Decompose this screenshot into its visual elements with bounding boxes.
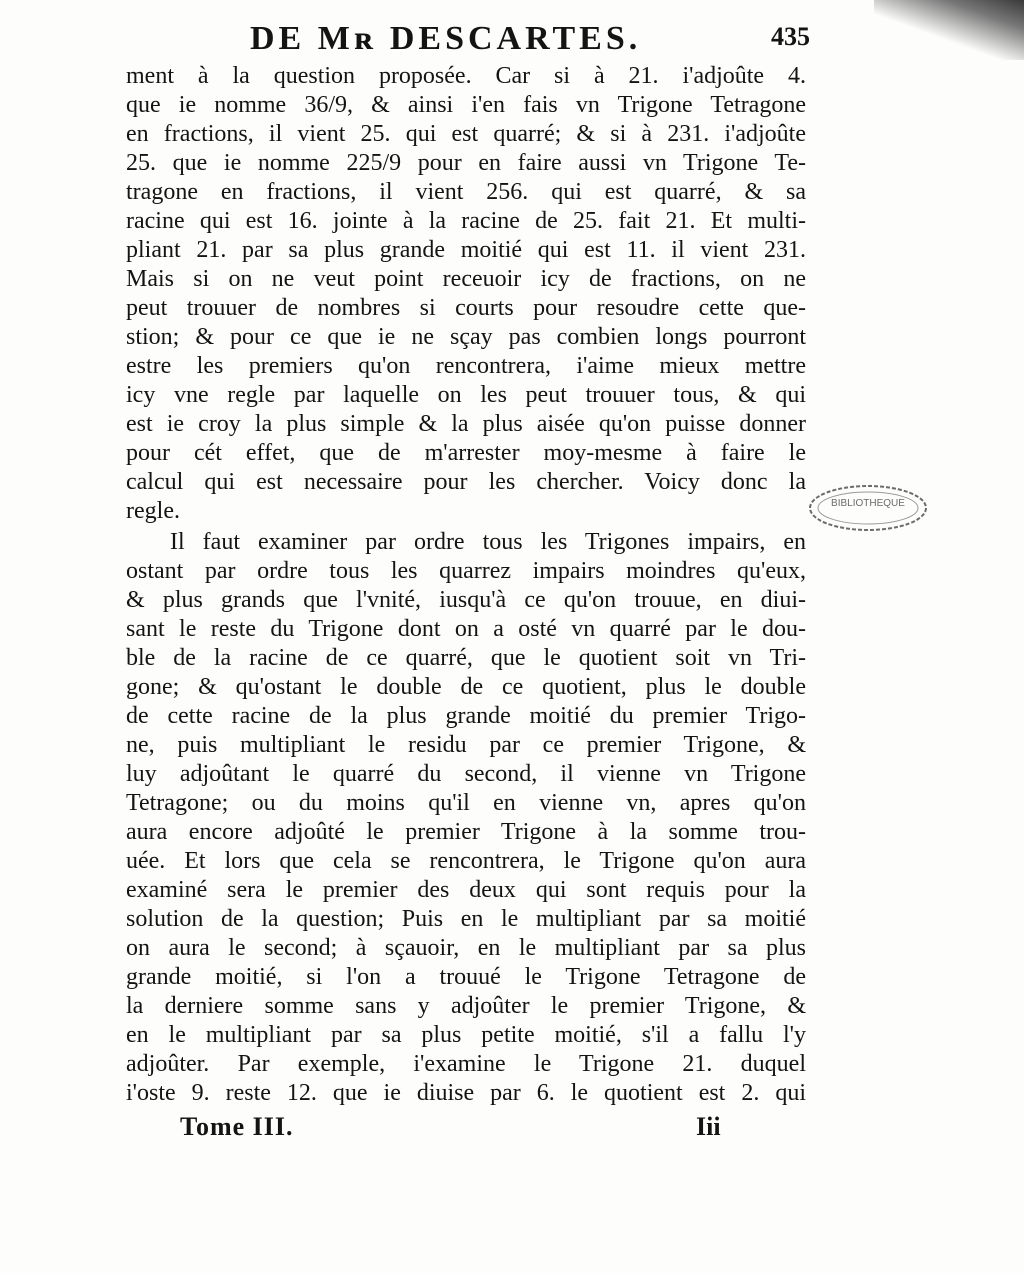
stamp-text: BIBLIOTHEQUE <box>831 498 905 509</box>
text-line: regle. <box>126 498 180 524</box>
stamp-icon <box>804 478 932 538</box>
text-line: aura encore adjoûté le premier Trigone à la somme trou- <box>126 819 806 845</box>
text-line: Il faut examiner par ordre tous les Trigones impairs, en <box>170 529 806 555</box>
page-number: 435 <box>771 22 810 51</box>
text-line: 25. que ie nomme 225/9 pour en faire aussi vn Trigone Te- <box>126 150 806 176</box>
text-line: solution de la question; Puis en le multipliant par sa moitié <box>126 906 806 932</box>
text-line: que ie nomme 36/9, & ainsi i'en fais vn Trigone Tetragone <box>126 92 806 118</box>
text-line: Tetragone; ou du moins qu'il en vienne vn, apres qu'on <box>126 790 806 816</box>
text-line: icy vne regle par laquelle on les peut trouuer tous, & qui <box>126 382 806 408</box>
text-line: ne, puis multipliant le residu par ce premier Trigone, & <box>126 732 806 758</box>
running-title: DE Mʀ DESCARTES. <box>250 20 642 57</box>
text-line: & plus grands que l'vnité, iusqu'à ce qu'on trouue, en diui- <box>126 587 806 613</box>
text-line: de cette racine de la plus grande moitié du premier Trigo- <box>126 703 806 729</box>
text-line: ostant par ordre tous les quarrez impairs moindres qu'eux, <box>126 558 806 584</box>
text-line: est ie croy la plus simple & la plus aisée qu'on puisse donner <box>126 411 806 437</box>
page-footer <box>126 1112 816 1152</box>
text-line: pour cét effet, que de m'arrester moy-mesme à faire le <box>126 440 806 466</box>
text-line: uée. Et lors que cela se rencontrera, le Trigone qu'on aura <box>126 848 806 874</box>
page-header <box>250 20 810 66</box>
text-line: adjoûter. Par exemple, i'examine le Trigone 21. duquel <box>126 1051 806 1077</box>
text-line: peut trouuer de nombres si courts pour resoudre cette que- <box>126 295 806 321</box>
text-line: tragone en fractions, il vient 256. qui est quarré, & sa <box>126 179 806 205</box>
text-line: en le multipliant par sa plus petite moitié, s'il a fallu l'y <box>126 1022 806 1048</box>
text-line: stion; & pour ce que ie ne sçay pas combien longs pourront <box>126 324 806 350</box>
text-line: sant le reste du Trigone dont on a osté vn quarré par le dou- <box>126 616 806 642</box>
library-stamp <box>804 478 932 538</box>
text-line: gone; & qu'ostant le double de ce quotient, plus le double <box>126 674 806 700</box>
paragraph-1 <box>126 62 806 526</box>
text-line: examiné sera le premier des deux qui sont requis pour la <box>126 877 806 903</box>
body-text <box>126 62 806 1108</box>
volume-signature: Tome III. <box>180 1112 294 1141</box>
text-line: i'oste 9. reste 12. que ie diuise par 6. le quotient est 2. qui <box>126 1080 806 1106</box>
signature-mark: Iii <box>696 1112 721 1141</box>
paragraph-2 <box>126 528 806 1108</box>
page-corner-shadow <box>874 0 1024 60</box>
text-line: estre les premiers qu'on rencontrera, i'aime mieux mettre <box>126 353 806 379</box>
text-line: calcul qui est necessaire pour les chercher. Voicy donc la <box>126 469 806 495</box>
text-line: en fractions, il vient 25. qui est quarré; & si à 231. i'adjoûte <box>126 121 806 147</box>
text-line: ble de la racine de ce quarré, que le quotient soit vn Tri- <box>126 645 806 671</box>
text-line: luy adjoûtant le quarré du second, il vienne vn Trigone <box>126 761 806 787</box>
text-line: on aura le second; à sçauoir, en le multipliant par sa plus <box>126 935 806 961</box>
text-line: racine qui est 16. jointe à la racine de 25. fait 21. Et multi- <box>126 208 806 234</box>
text-line: pliant 21. par sa plus grande moitié qui est 11. il vient 231. <box>126 237 806 263</box>
text-line: Mais si on ne veut point receuoir icy de fractions, on ne <box>126 266 806 292</box>
text-line: la derniere somme sans y adjoûter le premier Trigone, & <box>126 993 806 1019</box>
text-line: grande moitié, si l'on a trouué le Trigone Tetragone de <box>126 964 806 990</box>
text-line: ment à la question proposée. Car si à 21. i'adjoûte 4. <box>126 63 806 89</box>
